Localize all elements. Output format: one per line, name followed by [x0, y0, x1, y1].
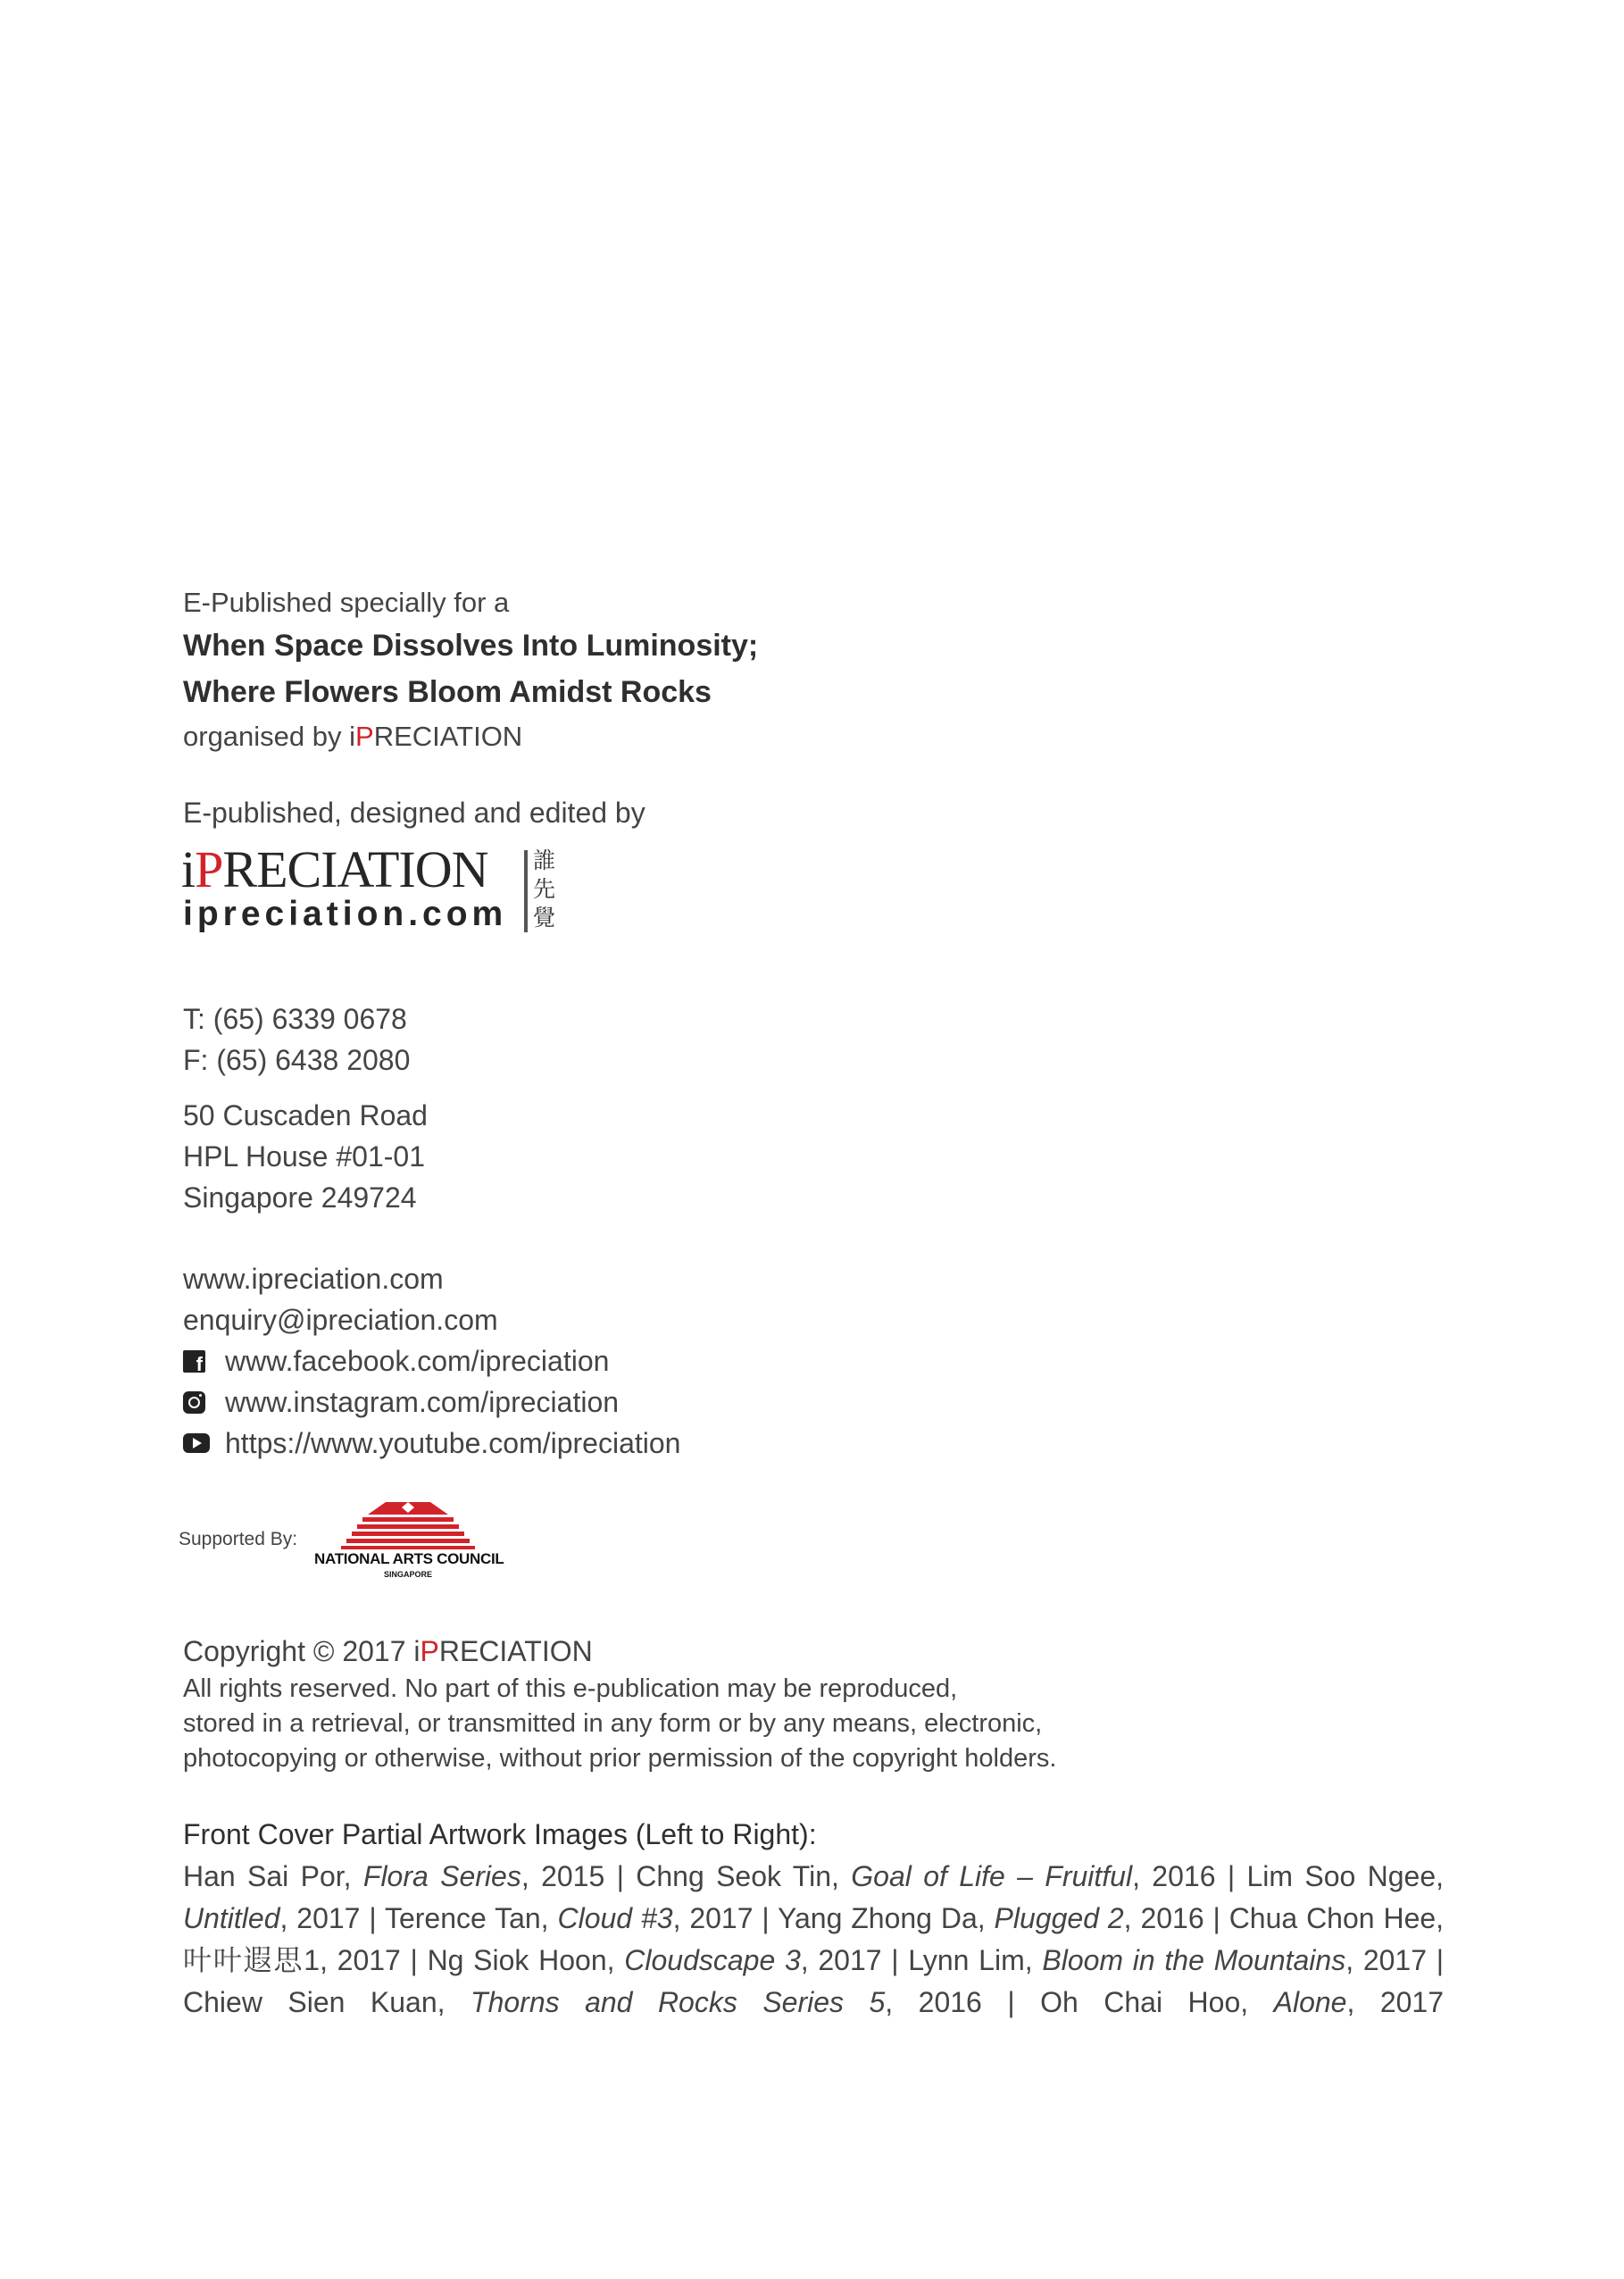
website-link[interactable]: www.ipreciation.com: [183, 1263, 444, 1295]
youtube-link[interactable]: https://www.youtube.com/ipreciation: [225, 1427, 681, 1459]
address-line2: HPL House #01-01: [183, 1140, 425, 1173]
credit-artist: , 2017 | Ng Siok Hoon,: [320, 1944, 625, 1976]
published-for-block: [183, 582, 758, 758]
credit-work-title: 叶叶遐思1: [183, 1944, 321, 1976]
rights-line2: stored in a retrieval, or transmitted in any form or by any means, electronic,: [183, 1709, 1043, 1738]
address-line3: Singapore 249724: [183, 1181, 417, 1214]
cover-credits-text: [183, 1856, 1444, 2024]
cover-credits-heading: Front Cover Partial Artwork Images (Left to Right):: [183, 1818, 817, 1850]
copyright-p: P: [420, 1635, 439, 1667]
national-arts-council-logo: [314, 1500, 502, 1590]
credit-work-title: Alone: [1273, 1986, 1347, 2018]
credit-artist: , 2015 | Chng Seok Tin,: [521, 1860, 852, 1892]
nac-emblem-icon: [314, 1500, 502, 1550]
credit-work-title: Cloud #3: [557, 1902, 673, 1934]
phone-block: [183, 998, 410, 1081]
supported-by-label: Supported By:: [179, 1529, 298, 1549]
credit-artist: , 2016 | Chua Chon Hee,: [1123, 1902, 1445, 1934]
logo-cjk-char-2: 先: [533, 876, 556, 902]
organised-by: [183, 715, 758, 758]
credit-artist: , 2017 | Yang Zhong Da,: [672, 1902, 995, 1934]
exhibition-title-line2: Where Flowers Bloom Amidst Rocks: [183, 675, 712, 709]
copyright-i: i: [413, 1635, 421, 1667]
youtube-icon: [183, 1433, 210, 1453]
supported-by: [179, 1500, 536, 1590]
fax: F: (65) 6438 2080: [183, 1044, 411, 1076]
credit-work-title: Plugged 2: [994, 1902, 1124, 1934]
exhibition-title-line1: When Space Dissolves Into Luminosity;: [183, 629, 759, 663]
ipreciation-logo: [181, 841, 565, 939]
telephone: T: (65) 6339 0678: [183, 1003, 407, 1035]
credit-artist: , 2017: [1346, 1986, 1445, 2018]
credit-work-title: Untitled: [183, 1902, 280, 1934]
logo-i: i: [181, 840, 196, 898]
cover-credits: [183, 1813, 1444, 2024]
logo-wordmark: [181, 841, 487, 898]
credit-work-title: Thorns and Rocks Series 5: [471, 1986, 886, 2018]
credit-artist: , 2017 | Terence Tan,: [279, 1902, 558, 1934]
rights-line1: All rights reserved. No part of this e-publication may be reproduced,: [183, 1674, 958, 1703]
instagram-icon: [183, 1391, 205, 1414]
credit-work-title: Cloudscape 3: [624, 1944, 801, 1976]
address-line1: 50 Cuscaden Road: [183, 1099, 428, 1131]
logo-url: ipreciation.com: [183, 895, 508, 933]
email-link[interactable]: enquiry@ipreciation.com: [183, 1304, 498, 1336]
instagram-row[interactable]: [183, 1382, 680, 1423]
org-p: P: [355, 721, 374, 752]
address-block: [183, 1095, 428, 1218]
nac-country: SINGAPORE: [383, 1570, 432, 1579]
credit-artist: Han Sai Por,: [183, 1860, 363, 1892]
credit-work-title: Flora Series: [362, 1860, 521, 1892]
credit-artist: , 2016 | Oh Chai Hoo,: [885, 1986, 1274, 2018]
edited-by-label: E-published, designed and edited by: [183, 797, 645, 829]
copyright-block: [183, 1631, 1056, 1776]
facebook-icon: f: [183, 1350, 205, 1373]
online-links: [183, 1258, 680, 1464]
youtube-row[interactable]: [183, 1423, 680, 1464]
logo-p: P: [195, 840, 223, 898]
org-rest: RECIATION: [373, 721, 523, 752]
logo-rest: RECIATION: [222, 840, 488, 898]
copyright-line: [183, 1631, 1056, 1672]
copyright-prefix: Copyright © 2017: [183, 1635, 414, 1667]
credit-work-title: Goal of Life – Fruitful: [851, 1860, 1133, 1892]
copyright-rest: RECIATION: [438, 1635, 593, 1667]
organised-by-label: organised by: [183, 721, 350, 752]
logo-cjk-char-1: 誰: [533, 847, 556, 873]
credit-artist: , 2017 | Chiew Sien Kuan,: [183, 1944, 1445, 2018]
facebook-link[interactable]: www.facebook.com/ipreciation: [225, 1345, 610, 1377]
org-i: i: [349, 721, 356, 752]
logo-cjk: [533, 847, 560, 932]
credit-artist: , 2016 | Lim Soo Ngee,: [1132, 1860, 1445, 1892]
logo-cjk-char-3: 覺: [533, 905, 556, 931]
credit-work-title: Bloom in the Mountains: [1042, 1944, 1346, 1976]
facebook-row[interactable]: [183, 1340, 680, 1382]
logo-divider: [524, 850, 528, 932]
instagram-link[interactable]: www.instagram.com/ipreciation: [225, 1386, 620, 1418]
rights-line3: photocopying or otherwise, without prior permission of the copyright holders.: [183, 1744, 1057, 1773]
published-for-intro: E-Published specially for a: [183, 587, 510, 618]
nac-name: NATIONAL ARTS COUNCIL: [314, 1550, 504, 1567]
credit-artist: , 2017 | Lynn Lim,: [800, 1944, 1043, 1976]
